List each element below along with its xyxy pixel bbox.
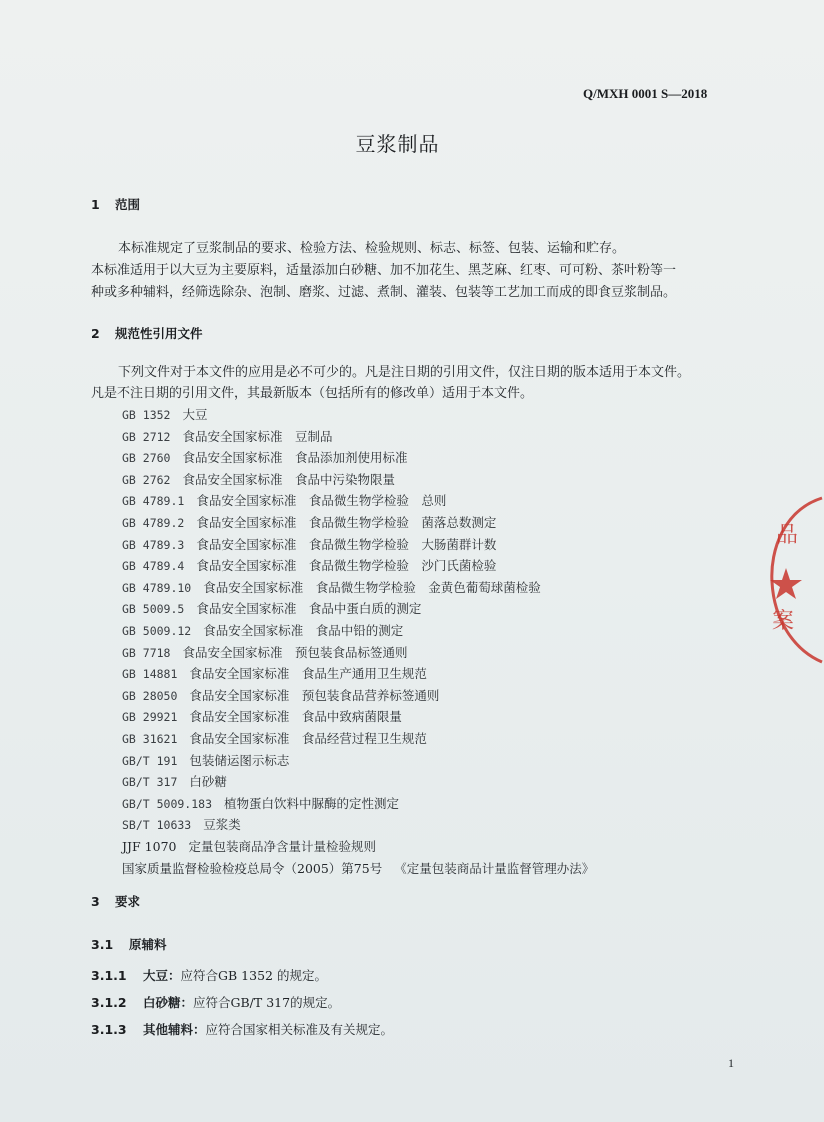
reference-item [122, 621, 403, 639]
reference-title: 食品安全国家标准 预包装食品营养标签通则 [189, 688, 440, 703]
reference-item [122, 491, 446, 509]
section-1-paragraph: 本标准规定了豆浆制品的要求、检验方法、检验规则、标志、标签、包装、运输和贮存。 [118, 241, 626, 256]
reference-title: 食品安全国家标准 豆制品 [182, 429, 333, 444]
reference-item [122, 513, 496, 531]
page-number: 1 [728, 1056, 734, 1070]
reference-title: 食品安全国家标准 食品经营过程卫生规范 [189, 731, 427, 746]
reference-code: 国家质量监督检验检疫总局令（2005）第75号 [122, 861, 383, 876]
section-3-heading: 3 要求 [91, 894, 141, 909]
reference-item [122, 859, 594, 877]
reference-code: GB 4789.10 [122, 581, 192, 595]
reference-code: GB 4789.2 [122, 516, 185, 530]
reference-code: GB 14881 [122, 667, 178, 681]
reference-title: 《定量包装商品计量监督管理办法》 [394, 861, 595, 876]
requirement-item: 3.1.1 大豆：应符合GB 1352 的规定。 [91, 968, 327, 983]
reference-code: GB/T 191 [122, 754, 178, 768]
page-title: 豆浆制品 [355, 132, 440, 156]
document-code: Q/MXH 0001 S—2018 [583, 86, 708, 101]
reference-item [122, 664, 427, 682]
reference-code: GB 1352 [122, 408, 171, 422]
seal-text-bottom: 案 [772, 609, 795, 634]
reference-code: GB 2760 [122, 451, 171, 465]
section-1-paragraph: 本标准适用于以大豆为主要原料，适量添加白砂糖、加不加花生、黑芝麻、红枣、可可粉、茶叶粉等一 [91, 263, 677, 278]
reference-item [122, 556, 496, 574]
reference-code: GB 4789.4 [122, 559, 185, 573]
reference-code: GB 2712 [122, 430, 171, 444]
reference-code: GB 28050 [122, 689, 178, 703]
reference-code: JJF 1070 [122, 839, 177, 854]
reference-title: 食品安全国家标准 食品中污染物限量 [182, 472, 395, 487]
reference-item [122, 794, 399, 812]
section-1-heading: 1 范围 [91, 197, 141, 212]
reference-title: 包装储运图示标志 [189, 753, 290, 768]
reference-code: GB/T 317 [122, 775, 178, 789]
reference-item [122, 448, 407, 466]
reference-item [122, 535, 496, 553]
section-2-intro: 凡是不注日期的引用文件，其最新版本（包括所有的修改单）适用于本文件。 [91, 386, 534, 401]
section-2-intro: 下列文件对于本文件的应用是必不可少的。凡是注日期的引用文件，仅注日期的版本适用于本文件。 [118, 365, 691, 380]
reference-title: 食品安全国家标准 食品生产通用卫生规范 [189, 666, 427, 681]
section-1-paragraph: 种或多种辅料，经筛选除杂、泡制、磨浆、过滤、煮制、灌装、包装等工艺加工而成的即食豆浆制品。 [91, 285, 677, 300]
reference-item [122, 751, 289, 769]
reference-code: GB 4789.1 [122, 494, 185, 508]
seal-text-top: 品 [776, 523, 799, 548]
reference-code: GB 29921 [122, 710, 178, 724]
reference-item [122, 772, 227, 790]
reference-title: 食品安全国家标准 食品微生物学检验 菌落总数测定 [196, 515, 497, 530]
reference-item [122, 815, 241, 833]
reference-item [122, 707, 402, 725]
reference-title: 食品安全国家标准 食品中蛋白质的测定 [196, 601, 422, 616]
reference-title: 食品安全国家标准 预包装食品标签通则 [182, 645, 408, 660]
reference-title: 食品安全国家标准 食品中铅的测定 [203, 623, 404, 638]
section-2-heading: 2 规范性引用文件 [91, 326, 203, 341]
reference-code: GB 31621 [122, 732, 178, 746]
reference-item [122, 427, 332, 445]
reference-code: GB 7718 [122, 646, 171, 660]
reference-item [122, 405, 207, 423]
reference-item [122, 599, 421, 617]
reference-item [122, 643, 407, 661]
reference-title: 食品安全国家标准 食品微生物学检验 总则 [196, 493, 447, 508]
reference-code: GB 4789.3 [122, 538, 185, 552]
section-3-1-heading: 3.1 原辅料 [91, 937, 167, 952]
reference-title: 食品安全国家标准 食品微生物学检验 沙门氏菌检验 [196, 558, 497, 573]
reference-title: 食品安全国家标准 食品微生物学检验 大肠菌群计数 [196, 537, 497, 552]
reference-title: 食品安全国家标准 食品中致病菌限量 [189, 709, 402, 724]
requirement-item: 3.1.2 白砂糖：应符合GB/T 317的规定。 [91, 995, 341, 1010]
reference-item [122, 470, 395, 488]
reference-code: GB 2762 [122, 473, 171, 487]
reference-title: 白砂糖 [189, 774, 227, 789]
reference-code: GB 5009.5 [122, 602, 185, 616]
reference-title: 食品安全国家标准 食品添加剂使用标准 [182, 450, 408, 465]
reference-code: GB/T 5009.183 [122, 797, 213, 811]
reference-item [122, 578, 541, 596]
reference-item [122, 837, 376, 855]
requirement-item: 3.1.3 其他辅料：应符合国家相关标准及有关规定。 [91, 1022, 394, 1037]
reference-code: SB/T 10633 [122, 818, 192, 832]
reference-code: GB 5009.12 [122, 624, 192, 638]
reference-title: 植物蛋白饮料中脲酶的定性测定 [224, 796, 400, 811]
reference-title: 定量包装商品净含量计量检验规则 [188, 839, 376, 854]
seal-stamp [764, 490, 824, 670]
reference-title: 大豆 [182, 407, 208, 422]
reference-item [122, 686, 439, 704]
reference-item [122, 729, 427, 747]
reference-title: 食品安全国家标准 食品微生物学检验 金黄色葡萄球菌检验 [203, 580, 541, 595]
reference-title: 豆浆类 [203, 817, 241, 832]
